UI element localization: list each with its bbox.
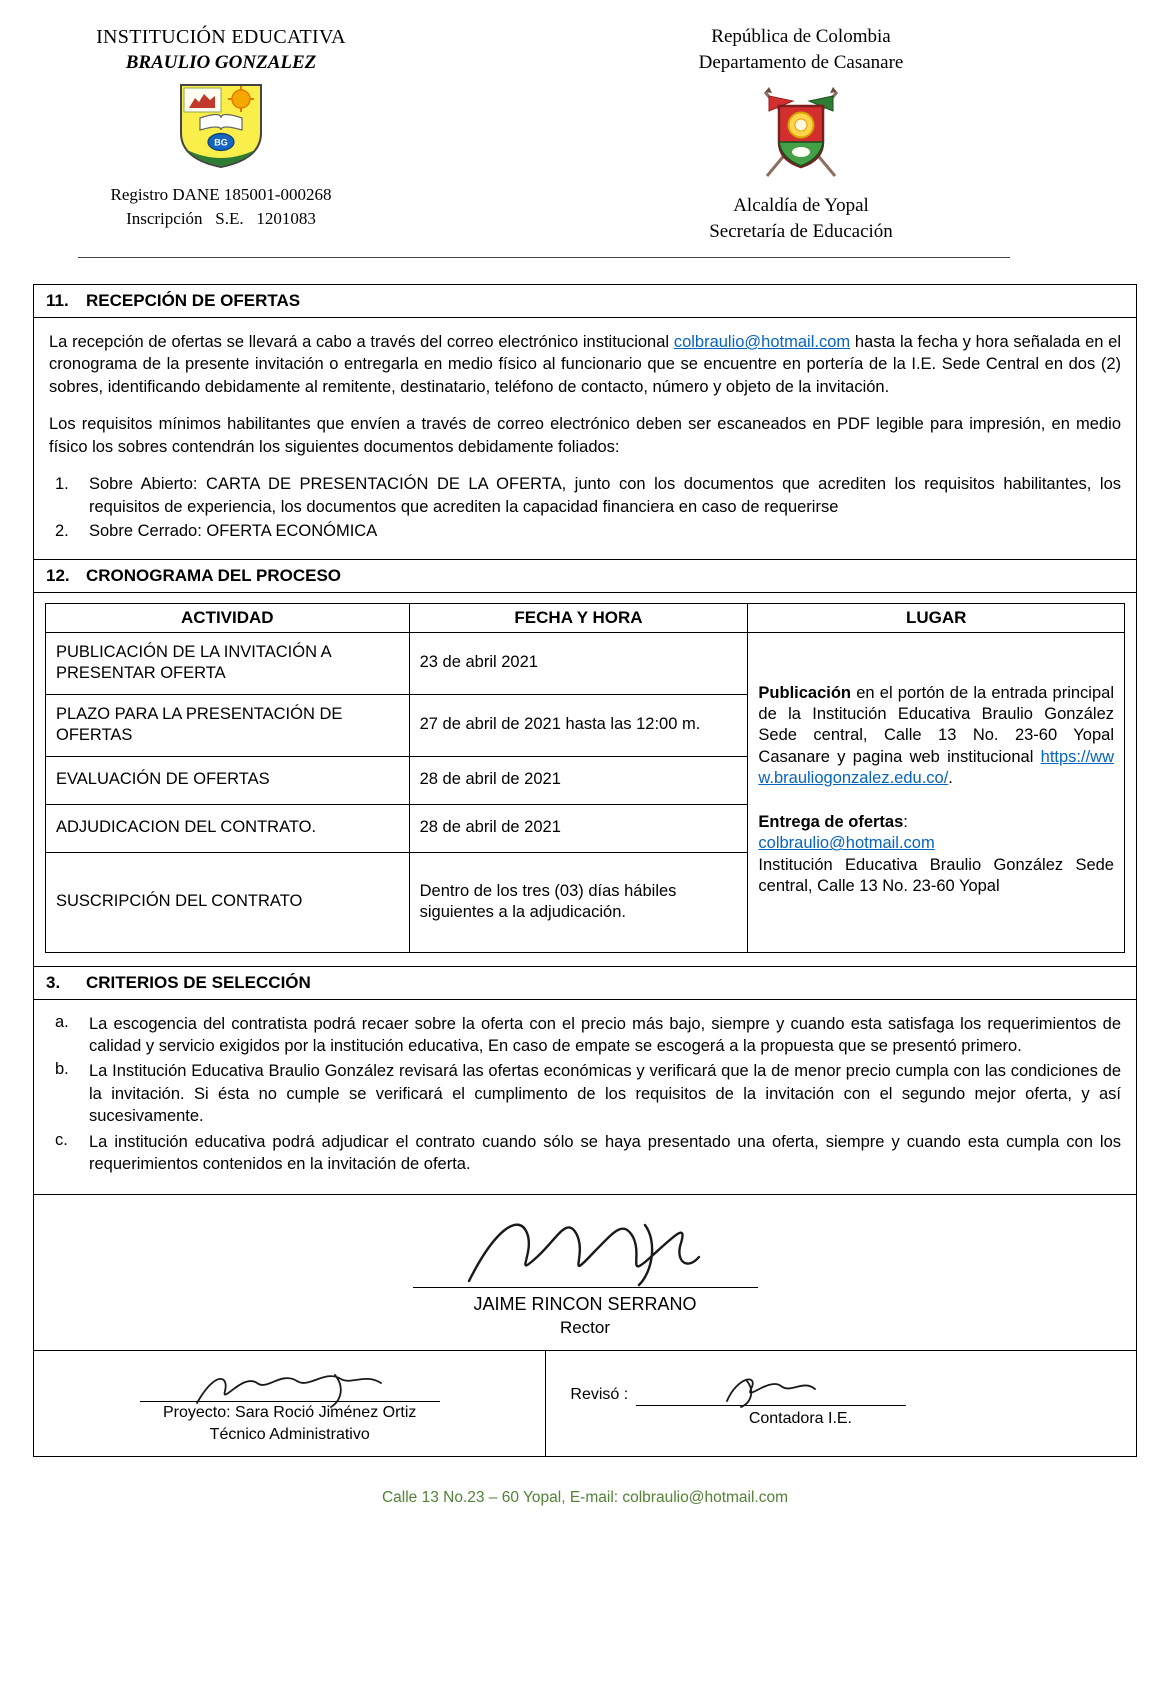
document-body (33, 284, 1137, 1457)
reviso-signature-line (636, 1369, 906, 1406)
institution-block (66, 26, 376, 243)
section-11-title (34, 285, 1136, 318)
list-item-1-marker: 1. (55, 475, 69, 494)
registro-dane: Registro DANE 185001-000268 (110, 185, 332, 204)
criteria-a-text: La escogencia del contratista podrá recaer sobre la oferta con el precio más bajo, siempre y cuando esta satisfaga los requerimientos de calidad y servicio exigidos por la institución educativa, En caso de empate se escogerá a la propuesta que se presentó primero. (89, 1014, 1121, 1055)
yopal-coat-of-arms-icon (745, 84, 857, 184)
recepcion-paragraph-2: Los requisitos mínimos habilitantes que envíen a través de correo electrónico deben ser escaneados en PDF legible para impresión, en medio físico los sobres contendrán los siguientes documentos debidamente foliados: (49, 415, 1121, 456)
institution-name-line2: BRAULIO GONZALEZ (125, 52, 317, 73)
approval-row (34, 1351, 1136, 1456)
page-footer-address: Calle 13 No.23 – 60 Yopal, E-mail: colbraulio@hotmail.com (381, 1488, 789, 1506)
cronograma-table (45, 603, 1125, 953)
criteria-c-marker: c. (55, 1130, 68, 1149)
col-header-lugar: LUGAR (748, 603, 1125, 632)
actividad-suscripcion: SUSCRIPCIÓN DEL CONTRATO (46, 852, 410, 952)
section-11-content (34, 318, 1136, 560)
actividad-publicacion: PUBLICACIÓN DE LA INVITACIÓN A PRESENTAR OFERTA (46, 632, 410, 694)
criteria-item (49, 1060, 1121, 1127)
actividad-adjudicacion: ADJUDICACION DEL CONTRATO. (46, 804, 410, 852)
criteria-a-marker: a. (55, 1012, 69, 1031)
criteria-b-marker: b. (55, 1060, 69, 1079)
criteria-c-text: La institución educativa podrá adjudicar el contrato cuando sólo se haya presentado una oferta, siempre y cuando esta cumpla con los requerimientos contenidos en la invitación de oferta. (89, 1132, 1121, 1174)
rector-signature-icon (435, 1201, 735, 1301)
list-item-2-marker: 2. (55, 522, 69, 541)
rector-signature-block (34, 1195, 1136, 1351)
institution-name-line1: INSTITUCIÓN EDUCATIVA (96, 26, 346, 48)
rector-name: JAIME RINCON SERRANO (473, 1293, 697, 1314)
cronograma-header-row (46, 603, 1125, 632)
header-divider (78, 257, 1010, 258)
fecha-plazo: 27 de abril de 2021 hasta las 12:00 m. (409, 694, 748, 756)
reviso-signature-icon (711, 1369, 831, 1411)
recepcion-paragraph-1 (49, 331, 1121, 398)
website-link[interactable]: https://www.brauliogonzalez.edu.co/ (758, 747, 1114, 788)
rector-role: Rector (559, 1317, 611, 1337)
lugar-entrega-bold: Entrega de ofertas (758, 812, 904, 831)
criteria-item (49, 1131, 1121, 1176)
criteria-b-text: La Institución Educativa Braulio González revisará las ofertas económicas y verificará que la de menor precio cumpla con las condiciones de la invitación. Si ésta no cumple se verificará el cumplimento de los requisitos de la invitación con el segundo mejor oferta, y así sucesivamente. (89, 1062, 1121, 1126)
paragraph-1-before: La recepción de ofertas se llevará a cabo a través del correo electrónico institucional (49, 333, 674, 351)
yopal-coat-of-arms-logo (646, 84, 956, 189)
section-3-title (34, 967, 1136, 1000)
proyecto-signature-line (140, 1401, 440, 1402)
lugar-publicacion-block (758, 683, 1114, 790)
sobres-list (49, 473, 1121, 542)
lugar-publicacion-bold: Publicación (758, 683, 852, 702)
section-3-number: 3. (46, 972, 61, 992)
list-item-2-text: Sobre Cerrado: OFERTA ECONÓMICA (89, 522, 378, 541)
reviso-role: Contadora I.E. (748, 1409, 852, 1427)
list-item (49, 520, 1121, 542)
section-12-number: 12. (46, 565, 70, 585)
fecha-publicacion: 23 de abril 2021 (409, 632, 748, 694)
entrega-email-link[interactable]: colbraulio@hotmail.com (758, 834, 935, 853)
republic-line: República de Colombia (711, 26, 891, 47)
school-crest-logo (66, 82, 376, 175)
section-12-heading: CRONOGRAMA DEL PROCESO (86, 565, 342, 585)
fecha-adjudicacion: 28 de abril de 2021 (409, 804, 748, 852)
section-3-content (34, 1000, 1136, 1195)
proyecto-block (34, 1351, 546, 1456)
reviso-row (570, 1369, 1112, 1406)
paragraph-1-after: hasta la fecha y hora señalada en el cronograma de la presente invitación o entregarla en medio físico al funcionario que se encuentre en portería de la I.E. Sede Central en dos (2) sobres, identificando debidamente al remitente, destinatario, teléfono de contacto, número y objeto de la invitación. (49, 333, 1121, 396)
col-header-fecha: FECHA Y HORA (409, 603, 748, 632)
inscripcion-se: Inscripción S.E. 1201083 (126, 209, 316, 228)
section-11-heading: RECEPCIÓN DE OFERTAS (86, 291, 301, 310)
crest-initials: BG (214, 137, 228, 148)
proyecto-role: Técnico Administrativo (209, 1425, 370, 1443)
alcaldia-line: Alcaldía de Yopal (733, 195, 869, 216)
government-block (646, 26, 956, 243)
cronograma-row (46, 632, 1125, 694)
list-item-1-text: Sobre Abierto: CARTA DE PRESENTACIÓN DE LA OFERTA, junto con los documentos que acrediten los requisitos habilitantes, los requisitos de experiencia, los documentos que acrediten la capacidad financiera en caso de requerirse (89, 475, 1121, 516)
lugar-spacer (758, 794, 1114, 812)
lugar-cell (748, 632, 1125, 952)
col-header-actividad: ACTIVIDAD (46, 603, 410, 632)
reviso-block (546, 1351, 1136, 1456)
actividad-plazo: PLAZO PARA LA PRESENTACIÓN DE OFERTAS (46, 694, 410, 756)
section-3-heading: CRITERIOS DE SELECCIÓN (86, 972, 311, 992)
secretaria-line: Secretaría de Educación (709, 221, 893, 242)
section-11-number: 11. (46, 291, 69, 310)
cronograma-table-container (34, 593, 1136, 967)
proyecto-label: Proyecto: Sara Roció Jiménez Ortiz (163, 1403, 417, 1421)
rector-signature-line (413, 1287, 758, 1288)
lugar-entrega-colon: : (903, 812, 908, 831)
actividad-evaluacion: EVALUACIÓN DE OFERTAS (46, 756, 410, 804)
criteria-item (49, 1013, 1121, 1058)
list-item (49, 473, 1121, 518)
lugar-publicacion-text: en el portón de la entrada principal de la Institución Educativa Braulio González Sede central, Calle 13 No. 23-60 Yopal Casanare y pagina web institucional (758, 683, 1114, 766)
reviso-label: Revisó : (570, 1385, 629, 1403)
department-line: Departamento de Casanare (698, 52, 904, 73)
lugar-entrega-block (758, 812, 1114, 898)
lugar-entrega-address: Institución Educativa Braulio González Sede central, Calle 13 No. 23-60 Yopal (758, 855, 1114, 896)
fecha-evaluacion: 28 de abril de 2021 (409, 756, 748, 804)
institutional-email-link[interactable]: colbraulio@hotmail.com (673, 333, 851, 351)
section-12-title (34, 560, 1136, 593)
lugar-publicacion-period: . (948, 769, 953, 788)
fecha-suscripcion: Dentro de los tres (03) días hábiles siguientes a la adjudicación. (409, 852, 748, 952)
school-crest-icon (175, 82, 267, 170)
document-header (0, 0, 1170, 243)
